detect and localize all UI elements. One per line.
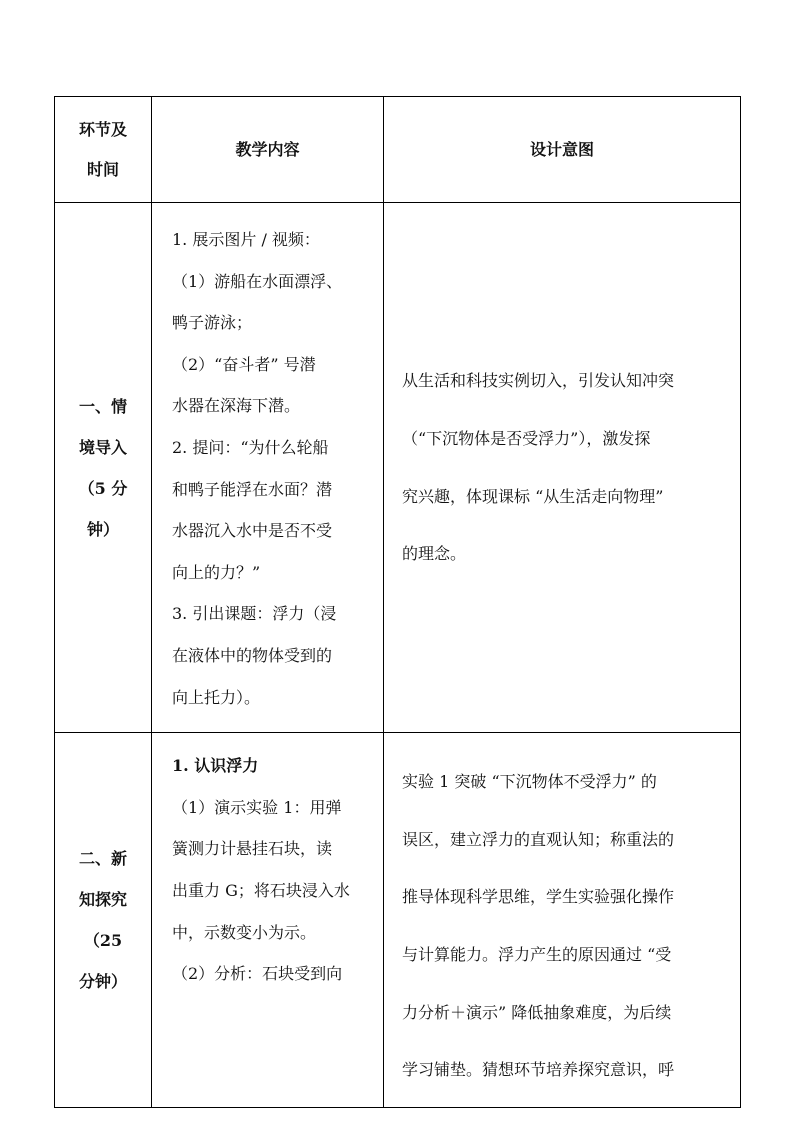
content-line: （1）演示实验 1：用弹 bbox=[172, 797, 342, 817]
content-line: 簧测力计悬挂石块，读 bbox=[172, 839, 333, 859]
header-teaching-content: 教学内容 bbox=[152, 97, 384, 203]
header-design-intent: 设计意图 bbox=[384, 97, 741, 203]
design-line: 推导体现科学思维，学生实验强化操作 bbox=[402, 887, 675, 907]
content-line: 3. 引出课题：浮力（浸 bbox=[172, 604, 337, 624]
stage-line: 二、新 bbox=[78, 848, 127, 868]
stage-line: 境导入 bbox=[78, 437, 127, 457]
design-line: 与计算能力。浮力产生的原因通过 “受 bbox=[402, 944, 672, 964]
design-line: 从生活和科技实例切入，引发认知冲突 bbox=[402, 371, 675, 391]
content-line: 和鸭子能浮在水面？潜 bbox=[172, 479, 333, 499]
content-line: 鸭子游泳； bbox=[172, 313, 253, 333]
stage-line: 知探究 bbox=[78, 889, 127, 909]
design-line: 的理念。 bbox=[402, 544, 467, 564]
content-line: 出重力 G；将石块浸入水 bbox=[172, 880, 350, 900]
table-row bbox=[55, 203, 741, 733]
content-line: 中，示数变小为示。 bbox=[172, 922, 317, 942]
header-stage-line-1: 环节及 bbox=[78, 119, 127, 139]
content-line: 在液体中的物体受到的 bbox=[172, 645, 333, 665]
table-header-row bbox=[55, 97, 741, 203]
content-line: 水器在深海下潜。 bbox=[172, 396, 301, 416]
content-line: 水器沉入水中是否不受 bbox=[172, 521, 333, 541]
design-line: 学习铺垫。猜想环节培养探究意识，呼 bbox=[402, 1060, 675, 1080]
content-line: （2）“奋斗者” 号潜 bbox=[172, 354, 316, 374]
content-line: （1）游船在水面漂浮、 bbox=[172, 271, 343, 291]
content-line: 1. 展示图片 / 视频： bbox=[172, 230, 320, 249]
content-line: 2. 提问：“为什么轮船 bbox=[172, 437, 329, 457]
content-line: 向上的力？” bbox=[172, 562, 261, 582]
header-stage-line-2: 时间 bbox=[86, 159, 119, 179]
stage-line: 一、情 bbox=[78, 396, 127, 416]
design-line: （“下沉物体是否受浮力”），激发探 bbox=[402, 428, 651, 448]
design-line: 误区，建立浮力的直观认知；称重法的 bbox=[402, 829, 675, 849]
table-row bbox=[55, 733, 741, 1108]
stage-line: 钟） bbox=[86, 519, 119, 539]
design-line: 力分析＋演示” 降低抽象难度，为后续 bbox=[402, 1002, 672, 1022]
lesson-plan-table bbox=[54, 96, 741, 1108]
stage-cell bbox=[55, 203, 152, 733]
stage-cell bbox=[55, 733, 152, 1108]
header-stage-time bbox=[55, 97, 152, 203]
content-cell bbox=[152, 203, 384, 733]
content-cell bbox=[152, 733, 384, 1108]
content-line: （2）分析：石块受到向 bbox=[172, 964, 343, 984]
stage-line: 分钟） bbox=[78, 971, 127, 991]
stage-line: （25 bbox=[83, 930, 123, 950]
design-line: 实验 1 突破 “下沉物体不受浮力” 的 bbox=[402, 772, 657, 792]
design-line: 究兴趣，体现课标 “从生活走向物理” bbox=[402, 486, 664, 506]
content-subheading: 1. 认识浮力 bbox=[172, 756, 259, 776]
stage-line: （5 分 bbox=[78, 478, 128, 498]
design-cell bbox=[384, 733, 741, 1108]
content-line: 向上托力）。 bbox=[172, 687, 261, 707]
design-cell bbox=[384, 203, 741, 733]
